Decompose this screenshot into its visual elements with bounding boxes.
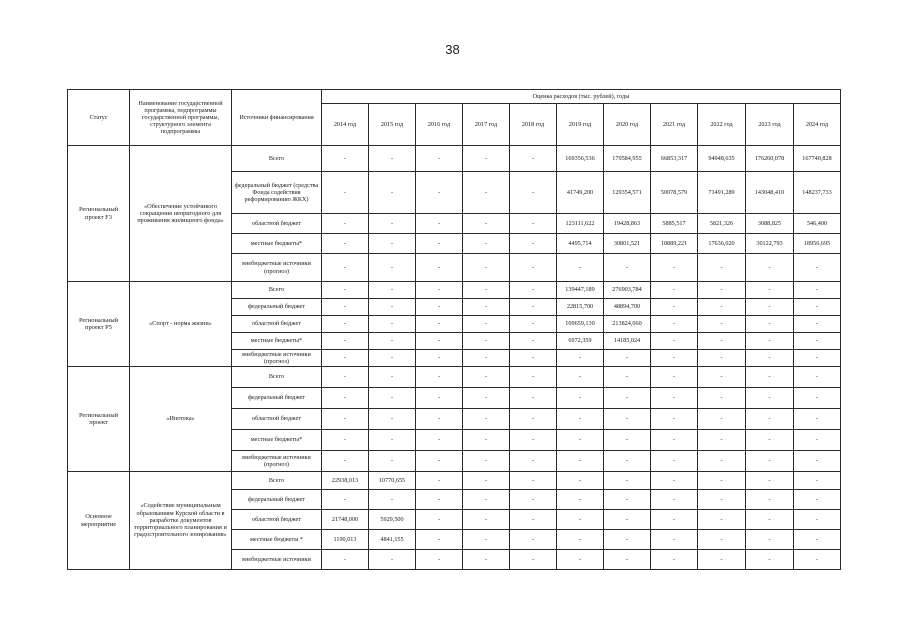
amount-cell: 17636,020 <box>698 234 746 254</box>
amount-cell: - <box>416 282 463 299</box>
amount-cell: - <box>369 146 416 172</box>
amount-cell: - <box>651 409 698 430</box>
amount-cell: - <box>510 430 557 451</box>
amount-cell: - <box>463 490 510 510</box>
funding-source-cell: местные бюджеты* <box>232 234 322 254</box>
amount-cell: - <box>510 234 557 254</box>
amount-cell: 21748,000 <box>322 510 369 530</box>
amount-cell: - <box>794 430 841 451</box>
header-year: 2018 год <box>510 104 557 146</box>
amount-cell: - <box>510 254 557 282</box>
amount-cell: - <box>369 316 416 333</box>
amount-cell: - <box>557 530 604 550</box>
amount-cell: - <box>510 333 557 350</box>
amount-cell: 48894,700 <box>604 299 651 316</box>
amount-cell: - <box>794 282 841 299</box>
amount-cell: - <box>746 472 794 490</box>
amount-cell: 213824,060 <box>604 316 651 333</box>
amount-cell: - <box>510 367 557 388</box>
amount-cell: - <box>794 333 841 350</box>
amount-cell: - <box>369 490 416 510</box>
amount-cell: - <box>794 388 841 409</box>
header-year: 2017 год <box>463 104 510 146</box>
header-estimate: Оценка расходов (тыс. рублей), годы <box>322 90 841 104</box>
table-header <box>68 90 841 146</box>
amount-cell: - <box>369 367 416 388</box>
amount-cell: - <box>416 172 463 214</box>
amount-cell: 30122,793 <box>746 234 794 254</box>
amount-cell: - <box>651 472 698 490</box>
amount-cell: - <box>651 350 698 367</box>
amount-cell: - <box>794 530 841 550</box>
amount-cell: - <box>557 472 604 490</box>
amount-cell: - <box>510 388 557 409</box>
amount-cell: - <box>510 550 557 570</box>
amount-cell: - <box>416 550 463 570</box>
amount-cell: - <box>369 430 416 451</box>
amount-cell: - <box>557 430 604 451</box>
funding-source-cell: местные бюджеты * <box>232 530 322 550</box>
amount-cell: - <box>698 254 746 282</box>
amount-cell: 167740,828 <box>794 146 841 172</box>
amount-cell: - <box>746 430 794 451</box>
table-row <box>68 146 841 172</box>
header-year: 2020 год <box>604 104 651 146</box>
amount-cell: - <box>463 254 510 282</box>
amount-cell: 4495,714 <box>557 234 604 254</box>
funding-source-cell: Всего <box>232 146 322 172</box>
amount-cell: - <box>510 409 557 430</box>
funding-source-cell: федеральный бюджет <box>232 388 322 409</box>
amount-cell: 14185,024 <box>604 333 651 350</box>
amount-cell: - <box>416 333 463 350</box>
amount-cell: - <box>369 409 416 430</box>
table-row <box>68 282 841 299</box>
amount-cell: - <box>698 388 746 409</box>
amount-cell: 6972,359 <box>557 333 604 350</box>
funding-source-cell: федеральный бюджет <box>232 490 322 510</box>
amount-cell: 123111,622 <box>557 214 604 234</box>
amount-cell: - <box>794 316 841 333</box>
amount-cell: - <box>369 388 416 409</box>
amount-cell: - <box>557 388 604 409</box>
amount-cell: - <box>463 510 510 530</box>
amount-cell: - <box>557 254 604 282</box>
amount-cell: - <box>651 316 698 333</box>
amount-cell: - <box>369 350 416 367</box>
amount-cell: - <box>322 333 369 350</box>
amount-cell: - <box>510 530 557 550</box>
amount-cell: - <box>463 234 510 254</box>
amount-cell: - <box>746 409 794 430</box>
amount-cell: - <box>698 490 746 510</box>
amount-cell: - <box>746 451 794 472</box>
amount-cell: - <box>746 367 794 388</box>
funding-source-cell: Всего <box>232 472 322 490</box>
funding-source-cell: внебюджетные источники (прогноз) <box>232 350 322 367</box>
status-cell: Основное мероприятие <box>68 472 130 570</box>
funding-source-cell: областной бюджет <box>232 409 322 430</box>
amount-cell: - <box>651 530 698 550</box>
amount-cell: - <box>322 146 369 172</box>
funding-source-cell: местные бюджеты* <box>232 333 322 350</box>
amount-cell: - <box>463 299 510 316</box>
amount-cell: - <box>794 550 841 570</box>
amount-cell: - <box>369 282 416 299</box>
header-source: Источники финансирования <box>232 90 322 146</box>
amount-cell: - <box>322 172 369 214</box>
amount-cell: - <box>416 409 463 430</box>
amount-cell: - <box>416 510 463 530</box>
amount-cell: 276903,784 <box>604 282 651 299</box>
amount-cell: - <box>416 146 463 172</box>
amount-cell: - <box>698 550 746 570</box>
amount-cell: 22938,013 <box>322 472 369 490</box>
status-cell: Региональный проект <box>68 367 130 472</box>
amount-cell: 129354,571 <box>604 172 651 214</box>
amount-cell: - <box>604 451 651 472</box>
amount-cell: - <box>463 451 510 472</box>
amount-cell: - <box>557 490 604 510</box>
amount-cell: - <box>651 388 698 409</box>
amount-cell: - <box>794 490 841 510</box>
header-year: 2024 год <box>794 104 841 146</box>
amount-cell: - <box>557 409 604 430</box>
amount-cell: - <box>416 234 463 254</box>
amount-cell: - <box>463 409 510 430</box>
status-cell: Региональный проект P5 <box>68 282 130 367</box>
amount-cell: - <box>369 172 416 214</box>
amount-cell: - <box>698 510 746 530</box>
amount-cell: - <box>604 490 651 510</box>
funding-source-cell: областной бюджет <box>232 510 322 530</box>
funding-source-cell: Всего <box>232 282 322 299</box>
amount-cell: 30801,521 <box>604 234 651 254</box>
status-cell: Региональный проект F3 <box>68 146 130 282</box>
amount-cell: - <box>604 367 651 388</box>
amount-cell: 5885,517 <box>651 214 698 234</box>
program-name-cell: «Обеспечение устойчивого сокращения непригодного для проживания жилищного фонда» <box>130 146 232 282</box>
amount-cell: 176260,078 <box>746 146 794 172</box>
funding-source-cell: областной бюджет <box>232 214 322 234</box>
amount-cell: - <box>322 254 369 282</box>
amount-cell: - <box>322 550 369 570</box>
amount-cell: - <box>557 510 604 530</box>
page-number: 38 <box>445 42 460 57</box>
amount-cell: 143048,410 <box>746 172 794 214</box>
amount-cell: - <box>463 367 510 388</box>
amount-cell: - <box>746 530 794 550</box>
amount-cell: 10889,221 <box>651 234 698 254</box>
amount-cell: - <box>463 282 510 299</box>
amount-cell: 19428,863 <box>604 214 651 234</box>
program-name-cell: «Ипотека» <box>130 367 232 472</box>
amount-cell: - <box>698 451 746 472</box>
program-name-cell: «Содействие муниципальным образованиям Курской области в разработке документов территориального планирования и градостроительного зонирования» <box>130 472 232 570</box>
budget-table <box>67 89 841 570</box>
amount-cell: 169356,536 <box>557 146 604 172</box>
header-year: 2016 год <box>416 104 463 146</box>
amount-cell: - <box>322 234 369 254</box>
amount-cell: - <box>463 333 510 350</box>
amount-cell: - <box>557 550 604 570</box>
amount-cell: - <box>322 388 369 409</box>
amount-cell: - <box>746 254 794 282</box>
header-name: Наименование государственной программы, подпрограммы государственной программы, структурного элемента подпрограммы <box>130 90 232 146</box>
amount-cell: - <box>369 550 416 570</box>
amount-cell: - <box>416 530 463 550</box>
amount-cell: - <box>651 367 698 388</box>
header-year: 2015 год <box>369 104 416 146</box>
amount-cell: 71491,289 <box>698 172 746 214</box>
amount-cell: - <box>794 510 841 530</box>
amount-cell: - <box>369 451 416 472</box>
amount-cell: - <box>604 350 651 367</box>
amount-cell: - <box>604 550 651 570</box>
amount-cell: - <box>322 282 369 299</box>
amount-cell: - <box>416 316 463 333</box>
amount-cell: - <box>604 530 651 550</box>
amount-cell: - <box>746 299 794 316</box>
amount-cell: - <box>794 472 841 490</box>
header-year: 2022 год <box>698 104 746 146</box>
table-row <box>68 367 841 388</box>
amount-cell: - <box>416 490 463 510</box>
amount-cell: - <box>463 146 510 172</box>
amount-cell: - <box>416 430 463 451</box>
amount-cell: - <box>698 430 746 451</box>
amount-cell: - <box>651 254 698 282</box>
amount-cell: 546,400 <box>794 214 841 234</box>
amount-cell: - <box>698 299 746 316</box>
amount-cell: - <box>698 333 746 350</box>
amount-cell: - <box>698 530 746 550</box>
amount-cell: - <box>604 409 651 430</box>
amount-cell: - <box>698 367 746 388</box>
amount-cell: 1190,013 <box>322 530 369 550</box>
amount-cell: - <box>651 282 698 299</box>
amount-cell: - <box>322 367 369 388</box>
amount-cell: 139447,189 <box>557 282 604 299</box>
funding-source-cell: внебюджетные источники (прогноз) <box>232 254 322 282</box>
amount-cell: - <box>604 472 651 490</box>
amount-cell: - <box>698 409 746 430</box>
amount-cell: - <box>369 254 416 282</box>
amount-cell: 94948,635 <box>698 146 746 172</box>
header-year: 2021 год <box>651 104 698 146</box>
amount-cell: - <box>510 350 557 367</box>
amount-cell: - <box>416 472 463 490</box>
amount-cell: - <box>651 451 698 472</box>
amount-cell: - <box>322 299 369 316</box>
amount-cell: - <box>651 333 698 350</box>
amount-cell: - <box>463 430 510 451</box>
funding-source-cell: внебюджетные источники <box>232 550 322 570</box>
funding-source-cell: Всего <box>232 367 322 388</box>
amount-cell: - <box>322 214 369 234</box>
amount-cell: 3088,825 <box>746 214 794 234</box>
amount-cell: - <box>746 490 794 510</box>
amount-cell: - <box>322 430 369 451</box>
table-row <box>68 472 841 490</box>
funding-source-cell: федеральный бюджет <box>232 299 322 316</box>
amount-cell: 179584,955 <box>604 146 651 172</box>
amount-cell: - <box>794 409 841 430</box>
amount-cell: - <box>510 299 557 316</box>
amount-cell: - <box>463 388 510 409</box>
amount-cell: - <box>463 350 510 367</box>
amount-cell: - <box>557 367 604 388</box>
amount-cell: - <box>510 510 557 530</box>
program-name-cell: «Спорт - норма жизни» <box>130 282 232 367</box>
amount-cell: 22815,700 <box>557 299 604 316</box>
amount-cell: - <box>698 316 746 333</box>
amount-cell: - <box>416 350 463 367</box>
funding-source-cell: федеральный бюджет (средства Фонда содействия реформированию ЖКХ) <box>232 172 322 214</box>
amount-cell: - <box>698 350 746 367</box>
amount-cell: - <box>416 299 463 316</box>
amount-cell: - <box>746 350 794 367</box>
amount-cell: - <box>746 510 794 530</box>
amount-cell: - <box>746 388 794 409</box>
amount-cell: - <box>510 472 557 490</box>
amount-cell: - <box>416 254 463 282</box>
amount-cell: - <box>746 550 794 570</box>
amount-cell: 41749,200 <box>557 172 604 214</box>
amount-cell: - <box>746 282 794 299</box>
amount-cell: - <box>794 299 841 316</box>
amount-cell: 50078,579 <box>651 172 698 214</box>
amount-cell: - <box>322 409 369 430</box>
amount-cell: - <box>651 510 698 530</box>
amount-cell: - <box>322 490 369 510</box>
funding-source-cell: местные бюджеты* <box>232 430 322 451</box>
amount-cell: - <box>510 172 557 214</box>
amount-cell: - <box>651 550 698 570</box>
amount-cell: - <box>510 146 557 172</box>
amount-cell: 10770,655 <box>369 472 416 490</box>
amount-cell: - <box>698 282 746 299</box>
amount-cell: - <box>416 451 463 472</box>
amount-cell: - <box>416 214 463 234</box>
amount-cell: - <box>510 316 557 333</box>
amount-cell: - <box>698 472 746 490</box>
amount-cell: - <box>651 299 698 316</box>
amount-cell: - <box>557 451 604 472</box>
amount-cell: - <box>322 451 369 472</box>
amount-cell: - <box>651 490 698 510</box>
amount-cell: - <box>510 490 557 510</box>
amount-cell: - <box>463 472 510 490</box>
amount-cell: - <box>604 388 651 409</box>
amount-cell: - <box>510 451 557 472</box>
amount-cell: - <box>557 350 604 367</box>
amount-cell: - <box>604 254 651 282</box>
amount-cell: - <box>369 333 416 350</box>
amount-cell: - <box>510 282 557 299</box>
amount-cell: 5821,326 <box>698 214 746 234</box>
amount-cell: - <box>794 350 841 367</box>
amount-cell: - <box>794 367 841 388</box>
funding-source-cell: областной бюджет <box>232 316 322 333</box>
amount-cell: - <box>463 172 510 214</box>
amount-cell: - <box>322 316 369 333</box>
amount-cell: 4841,155 <box>369 530 416 550</box>
amount-cell: - <box>463 214 510 234</box>
header-year: 2023 год <box>746 104 794 146</box>
amount-cell: 66853,317 <box>651 146 698 172</box>
amount-cell: - <box>463 316 510 333</box>
amount-cell: - <box>651 430 698 451</box>
amount-cell: - <box>369 234 416 254</box>
amount-cell: 18956,695 <box>794 234 841 254</box>
funding-source-cell: внебюджетные источники (прогноз) <box>232 451 322 472</box>
amount-cell: 5929,500 <box>369 510 416 530</box>
amount-cell: 148237,733 <box>794 172 841 214</box>
header-year: 2019 год <box>557 104 604 146</box>
amount-cell: - <box>746 333 794 350</box>
amount-cell: 109659,130 <box>557 316 604 333</box>
amount-cell: - <box>416 388 463 409</box>
amount-cell: - <box>416 367 463 388</box>
amount-cell: - <box>794 451 841 472</box>
amount-cell: - <box>794 254 841 282</box>
amount-cell: - <box>604 510 651 530</box>
amount-cell: - <box>463 530 510 550</box>
table-body <box>68 146 841 570</box>
amount-cell: - <box>604 430 651 451</box>
amount-cell: - <box>369 214 416 234</box>
header-year: 2014 год <box>322 104 369 146</box>
amount-cell: - <box>369 299 416 316</box>
amount-cell: - <box>463 550 510 570</box>
header-status: Статус <box>68 90 130 146</box>
amount-cell: - <box>322 350 369 367</box>
amount-cell: - <box>510 214 557 234</box>
amount-cell: - <box>746 316 794 333</box>
